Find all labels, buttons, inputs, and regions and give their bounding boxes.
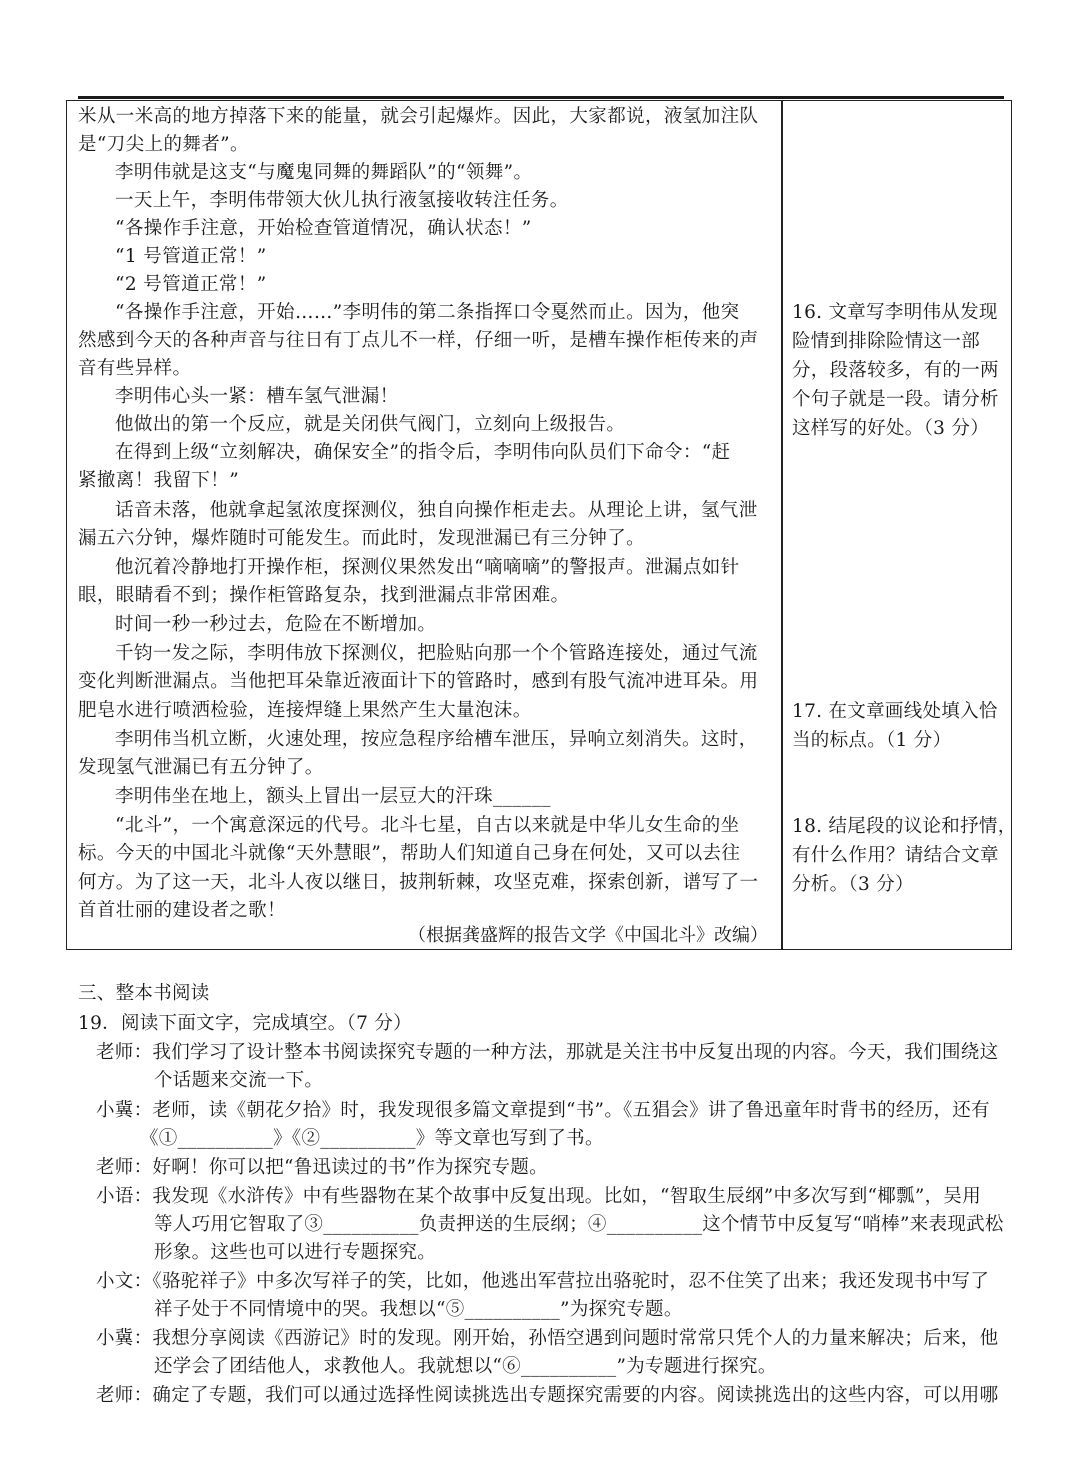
question-16-line: 个句子就是一段。请分析 — [792, 389, 999, 410]
dialogue-line: 小冀：我想分享阅读《西游记》时的发现。刚开始，孙悟空遇到问题时常常只凭个人的力量来解决；后来，他 — [96, 1328, 999, 1349]
passage-line: 音有些异样。 — [78, 358, 192, 379]
passage-line: 他做出的第一个反应，就是关闭供气阀门，立刻向上级报告。 — [115, 414, 626, 435]
question-16 — [792, 298, 1007, 443]
dialogue-line: 老师：好啊！你可以把“鲁迅读过的书”作为探究专题。 — [96, 1157, 548, 1178]
passage-line: 他沉着冷静地打开操作柜，探测仪果然发出“嘀嘀嘀”的警报声。泄漏点如针 — [115, 557, 740, 578]
column-divider — [781, 100, 783, 950]
question-18-line: 分析。（3 分） — [792, 874, 914, 895]
passage-line: 标。今天的中国北斗就像“天外慧眼”，帮助人们知道自己身在何处，又可以去往 — [78, 843, 741, 864]
passage-line: “北斗”，一个寓意深远的代号。北斗七星，自古以来就是中华儿女生命的坐 — [115, 815, 740, 836]
passage-line: 紧撤离！我留下！” — [78, 470, 240, 491]
dialogue-line: 小文：《骆驼祥子》中多次写祥子的笑，比如，他逃出军营拉出骆驼时，忍不住笑了出来；我还发现书中写了 — [96, 1271, 990, 1292]
question-18-line: 18. 结尾段的议论和抒情， — [792, 816, 1017, 837]
question-16-line: 险情到排除险情这一部 — [792, 331, 981, 352]
passage-line: 李明伟当机立断，火速处理，按应急程序给槽车泄压，异响立刻消失。这时， — [115, 729, 758, 750]
dialogue-line: 老师：我们学习了设计整本书阅读探究专题的一种方法，那就是关注书中反复出现的内容。今天，我们围绕这 — [96, 1042, 999, 1063]
dialogue-line: 小语：我发现《水浒传》中有些器物在某个故事中反复出现。比如，“智取生辰纲”中多次写到“椰瓢”，吴用 — [96, 1186, 982, 1207]
dialogue-line: 形象。这些也可以进行专题探究。 — [154, 1242, 437, 1263]
dialogue-line: 个话题来交流一下。 — [154, 1070, 324, 1091]
passage-line: 李明伟心头一紧：槽车氢气泄漏！ — [115, 386, 399, 407]
passage-line: 是“刀尖上的舞者”。 — [78, 134, 249, 155]
dialogue-line: 老师：确定了专题，我们可以通过选择性阅读挑选出专题探究需要的内容。阅读挑选出的这些内容，可以用哪 — [96, 1385, 999, 1406]
dialogue-line: 《①__________》《②__________》等文章也写到了书。 — [140, 1128, 604, 1149]
dialogue-line: 等人巧用它智取了③__________负责押送的生辰纲；④__________这个情节中反复写“哨棒”来表现武松 — [154, 1214, 1004, 1235]
passage-line: “各操作手注意，开始……”李明伟的第二条指挥口令戛然而止。因为，他突 — [115, 302, 740, 323]
passage-line: 时间一秒一秒过去，危险在不断增加。 — [115, 614, 437, 635]
question-19-title: 19．阅读下面文字，完成填空。（7 分） — [78, 1013, 412, 1034]
passage-line: 首首壮丽的建设者之歌！ — [78, 900, 286, 921]
passage-line: 眼，眼睛看不到；操作柜管路复杂，找到泄漏点非常困难。 — [78, 585, 570, 606]
passage-line: 千钧一发之际，李明伟放下探测仪，把脸贴向那一个个管路连接处，通过气流 — [115, 643, 758, 664]
passage-line: 变化判断泄漏点。当他把耳朵靠近液面计下的管路时，感到有股气流冲进耳朵。用 — [78, 671, 759, 692]
passage-line: 米从一米高的地方掉落下来的能量，就会引起爆炸。因此，大家都说，液氢加注队 — [78, 106, 759, 127]
question-16-line: 这样写的好处。（3 分） — [792, 418, 990, 439]
passage-line: 然感到今天的各种声音与往日有丁点儿不一样，仔细一听，是槽车操作柜传来的声 — [78, 330, 759, 351]
question-17-line: 当的标点。（1 分） — [792, 730, 952, 751]
passage-line: “2 号管道正常！” — [115, 274, 267, 295]
dialogue-line: 祥子处于不同情境中的哭。我想以“⑤__________”为探究专题。 — [154, 1299, 683, 1320]
passage-line: 发现氢气泄漏已有五分钟了。 — [78, 757, 324, 778]
passage-line: 一天上午，李明伟带领大伙儿执行液氢接收转注任务。 — [115, 190, 569, 211]
passage-line: 话音未落，他就拿起氢浓度探测仪，独自向操作柜走去。从理论上讲，氢气泄 — [115, 500, 758, 521]
passage-source: （根据龚盛辉的报告文学《中国北斗》改编） — [408, 925, 768, 946]
passage-line: 肥皂水进行喷洒检验，连接焊缝上果然产生大量泡沫。 — [78, 700, 532, 721]
passage-line: 何方。为了这一天，北斗人夜以继日，披荆斩棘，攻坚克难，探索创新，谱写了一 — [78, 872, 759, 893]
passage-line: 李明伟就是这支“与魔鬼同舞的舞蹈队”的“领舞”。 — [115, 162, 533, 183]
section-heading: 三、整本书阅读 — [78, 983, 210, 1004]
dialogue-line: 还学会了团结他人，求教他人。我就想以“⑥__________”为专题进行探究。 — [154, 1356, 777, 1377]
question-17 — [792, 697, 1007, 755]
passage-line: “各操作手注意，开始检查管道情况，确认状态！” — [115, 218, 532, 239]
passage-line: 在得到上级“立刻解决，确保安全”的指令后，李明伟向队员们下命令：“赶 — [115, 442, 731, 463]
question-16-line: 分，段落较多，有的一两 — [792, 360, 999, 381]
dialogue-line: 小冀：老师，读《朝花夕拾》时，我发现很多篇文章提到“书”。《五猖会》讲了鲁迅童年时背书的经历，还有 — [96, 1100, 990, 1121]
passage-line: 漏五六分钟，爆炸随时可能发生。而此时，发现泄漏已有三分钟了。 — [78, 528, 646, 549]
question-17-line: 17. 在文章画线处填入恰 — [792, 701, 998, 722]
question-18 — [792, 812, 1017, 899]
question-18-line: 有什么作用？请结合文章 — [792, 845, 999, 866]
question-16-line: 16. 文章写李明伟从发现 — [792, 302, 998, 323]
passage-line: “1 号管道正常！” — [115, 246, 267, 267]
top-rule — [78, 96, 1004, 99]
passage-line: 李明伟坐在地上，额头上冒出一层豆大的汗珠______ — [115, 786, 551, 807]
